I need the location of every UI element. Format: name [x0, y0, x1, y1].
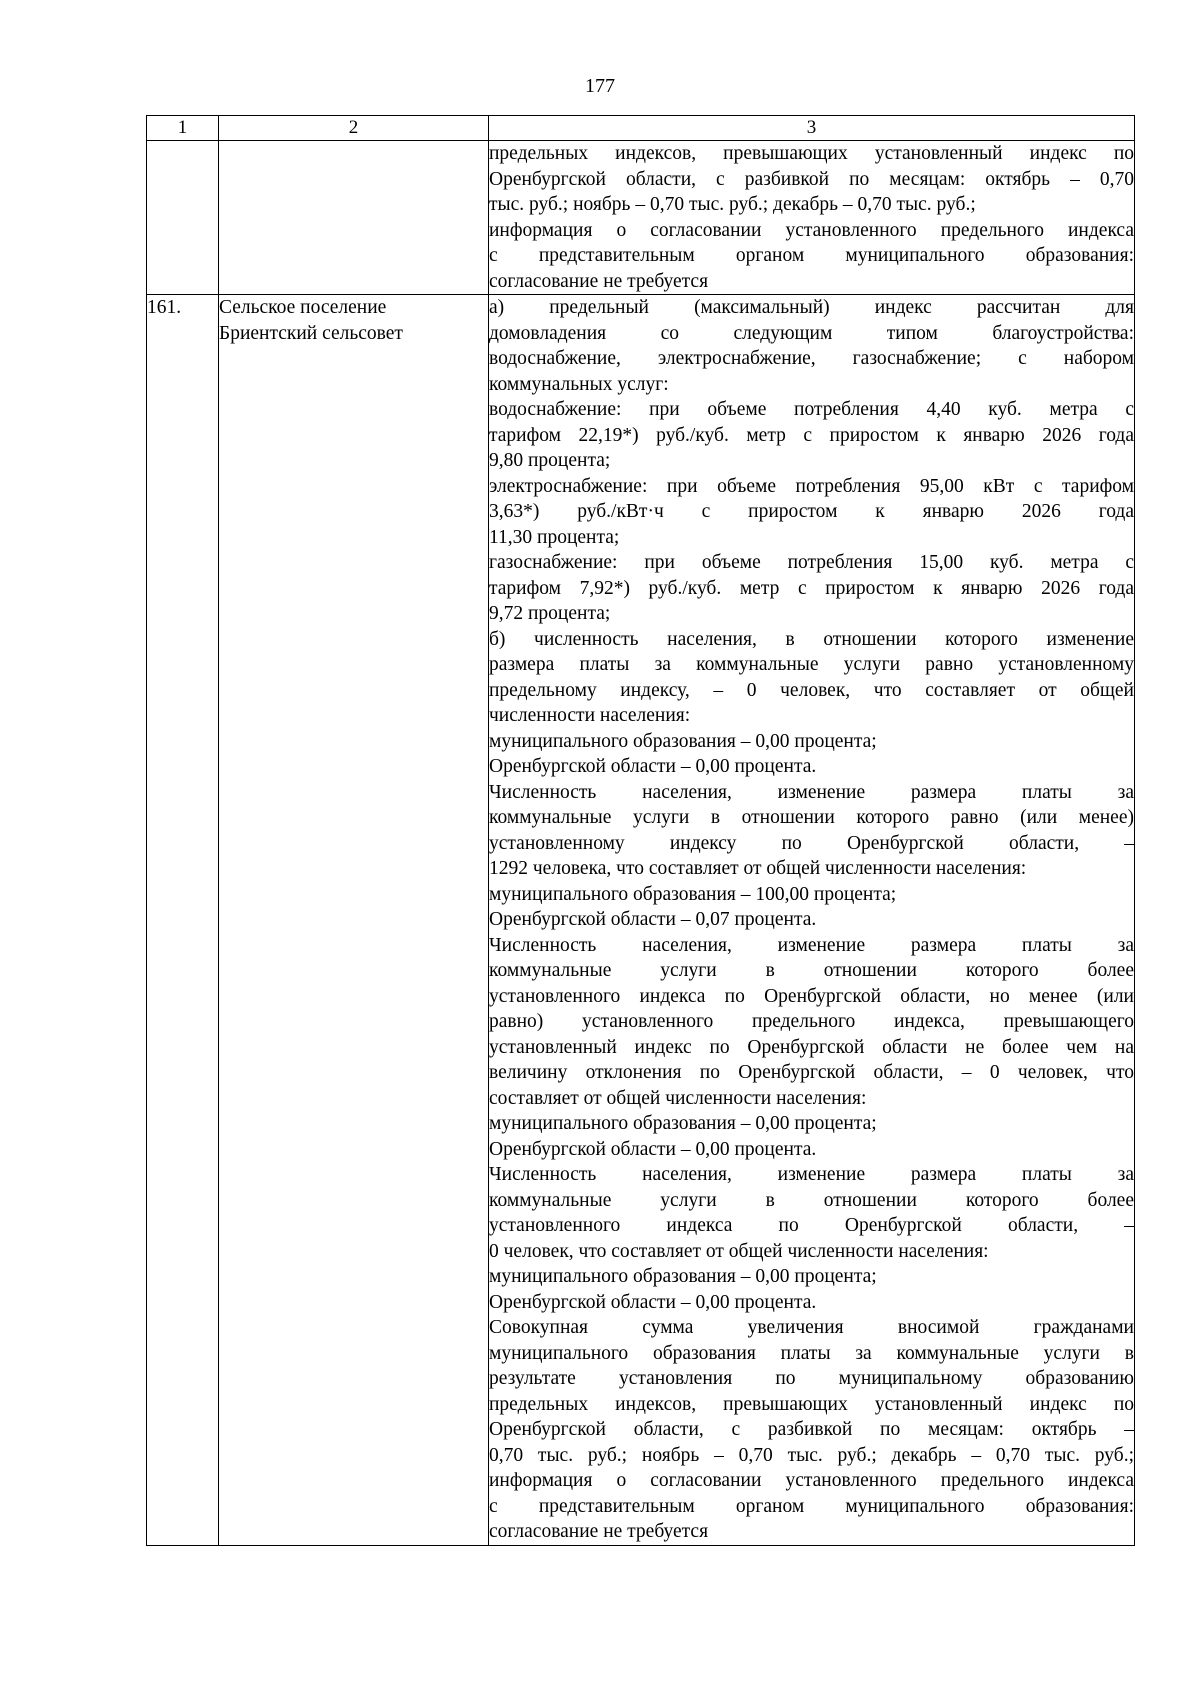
table-header-row: [147, 116, 1135, 141]
text-line: установленного индекса по Оренбургской области, но менее (или: [489, 985, 1134, 1007]
text-line: тыс. руб.; ноябрь – 0,70 тыс. руб.; декабрь – 0,70 тыс. руб.;: [489, 194, 976, 215]
text-line: равно) установленного предельного индекса, превышающего: [489, 1011, 1134, 1032]
text-line: 9,80 процента;: [489, 450, 611, 471]
continuation-text-cell: [489, 141, 1135, 295]
text-line: водоснабжение: при объеме потребления 4,40 куб. метра с: [489, 399, 1134, 420]
text-line: 1292 человека, что составляет от общей численности населения:: [489, 858, 1027, 879]
text-line: муниципального образования – 0,00 процента;: [489, 1113, 877, 1134]
text-line: численности населения:: [489, 705, 691, 726]
text-line: муниципального образования платы за коммунальные услуги в: [489, 1342, 1134, 1364]
text-line: Оренбургской области – 0,00 процента.: [489, 1291, 817, 1313]
text-line: коммунальные услуги в отношении которого равно (или менее): [489, 807, 1134, 828]
index-table: [146, 115, 1135, 1546]
text-line: предельных индексов, превышающих установленный индекс по: [489, 143, 1134, 164]
text-line: величину отклонения по Оренбургской области, – 0 человек, что: [489, 1062, 1134, 1083]
text-line: газоснабжение: при объеме потребления 15,00 куб. метра с: [489, 552, 1134, 573]
text-line: тарифом 7,92*) руб./куб. метр с приростом к январю 2026 года: [489, 577, 1134, 599]
text-line: Численность населения, изменение размера платы за: [489, 1164, 1134, 1185]
text-line: размера платы за коммунальные услуги равно установленному: [489, 654, 1134, 675]
text-line: б) численность населения, в отношении которого изменение: [489, 628, 1134, 650]
column-header-3: 3: [489, 116, 1135, 141]
text-line: предельному индексу, – 0 человек, что составляет от общей: [489, 679, 1134, 701]
table-row-161: [147, 295, 1135, 1546]
text-line: с представительным органом муниципального образования:: [489, 1495, 1134, 1517]
text-line: коммунальных услуг:: [489, 373, 669, 395]
text-line: согласование не требуется: [489, 270, 709, 292]
text-line: Оренбургской области, с разбивкой по месяцам: октябрь –: [489, 1419, 1134, 1440]
text-line: электроснабжение: при объеме потребления 95,00 кВт с тарифом: [489, 475, 1134, 497]
text-line: Оренбургской области – 0,07 процента.: [489, 909, 817, 930]
text-line: установленного индекса по Оренбургской области, –: [489, 1215, 1134, 1236]
text-line: Численность населения, изменение размера платы за: [489, 934, 1134, 956]
text-line: муниципального образования – 100,00 процента;: [489, 883, 897, 905]
text-line: муниципального образования – 0,00 процента;: [489, 730, 877, 752]
text-line: 3,63*) руб./кВт·ч с приростом к январю 2026 года: [489, 501, 1134, 522]
column-header-1: 1: [147, 116, 219, 141]
text-line: согласование не требуется: [489, 1521, 709, 1542]
municipality-name-cell: [219, 295, 489, 1546]
text-line: коммунальные услуги в отношении которого более: [489, 960, 1134, 981]
text-line: 0 человек, что составляет от общей численности населения:: [489, 1240, 989, 1262]
index-description-cell: [489, 295, 1135, 1546]
text-line: 9,72 процента;: [489, 603, 611, 624]
municipality-name-line: Сельское поселение: [219, 297, 387, 318]
text-line: Численность населения, изменение размера платы за: [489, 781, 1134, 803]
text-line: результате установления по муниципальному образованию: [489, 1368, 1134, 1389]
text-line: предельных индексов, превышающих установленный индекс по: [489, 1393, 1134, 1415]
text-line: Оренбургской области – 0,00 процента.: [489, 1138, 817, 1160]
row-number: 161.: [147, 295, 219, 1546]
continuation-name-cell: [219, 141, 489, 295]
text-line: 0,70 тыс. руб.; ноябрь – 0,70 тыс. руб.; декабрь – 0,70 тыс. руб.;: [489, 1444, 1134, 1466]
text-line: 11,30 процента;: [489, 526, 620, 548]
text-line: муниципального образования – 0,00 процента;: [489, 1266, 877, 1287]
text-line: водоснабжение, электроснабжение, газоснабжение; с набором: [489, 348, 1134, 369]
text-line: Оренбургской области – 0,00 процента.: [489, 756, 817, 777]
table-row-continuation: [147, 141, 1135, 295]
continuation-number-cell: [147, 141, 219, 295]
text-line: информация о согласовании установленного предельного индекса: [489, 1470, 1134, 1491]
column-header-2: 2: [219, 116, 489, 141]
municipality-name-line: Бриентский сельсовет: [219, 322, 403, 344]
text-line: домовладения со следующим типом благоустройства:: [489, 322, 1134, 344]
text-line: установленный индекс по Оренбургской области не более чем на: [489, 1036, 1134, 1058]
text-line: Оренбургской области, с разбивкой по месяцам: октябрь – 0,70: [489, 168, 1134, 190]
page-number: 177: [585, 75, 615, 97]
text-line: коммунальные услуги в отношении которого более: [489, 1189, 1134, 1211]
text-line: с представительным органом муниципального образования:: [489, 245, 1134, 266]
text-line: установленному индексу по Оренбургской области, –: [489, 832, 1134, 854]
text-line: а) предельный (максимальный) индекс рассчитан для: [489, 297, 1134, 318]
text-line: составляет от общей численности населения:: [489, 1087, 867, 1109]
text-line: тарифом 22,19*) руб./куб. метр с приростом к январю 2026 года: [489, 424, 1134, 446]
text-line: Совокупная сумма увеличения вносимой гражданами: [489, 1317, 1134, 1338]
text-line: информация о согласовании установленного предельного индекса: [489, 219, 1134, 241]
